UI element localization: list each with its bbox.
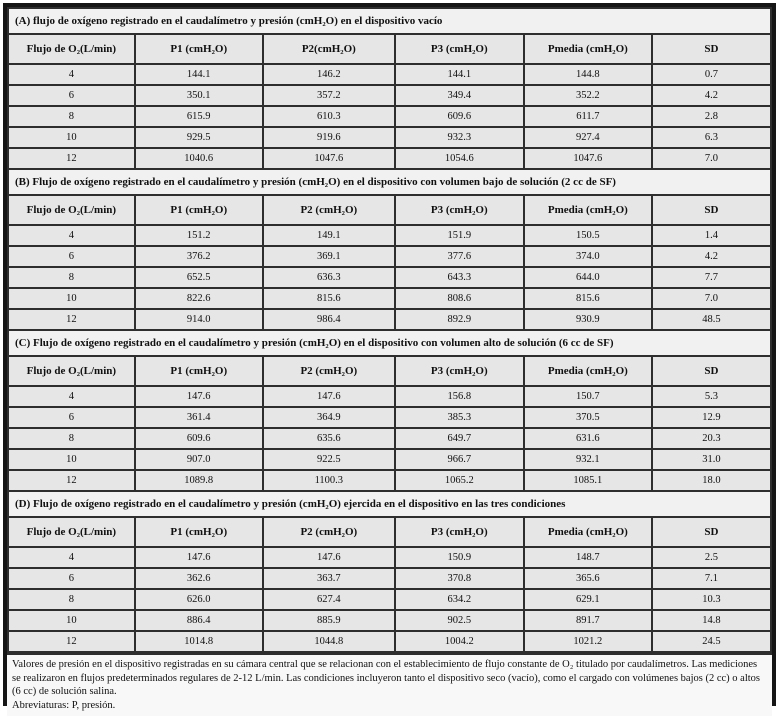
pressure-value-cell: 643.3 [395,267,524,288]
pressure-value-cell: 369.1 [263,246,395,267]
column-header: P2(cmH₂O) [263,34,395,64]
pressure-value-cell: 610.3 [263,106,395,127]
pressure-value-cell: 1004.2 [395,631,524,652]
pressure-value-cell: 631.6 [524,428,652,449]
pressure-value-cell: 5.3 [652,386,771,407]
pressure-value-cell: 892.9 [395,309,524,330]
section-C-title-row [8,330,771,356]
table-body [8,8,771,652]
pressure-value-cell: 1021.2 [524,631,652,652]
pressure-value-cell: 886.4 [135,610,263,631]
pressure-value-cell: 609.6 [395,106,524,127]
pressure-value-cell: 365.6 [524,568,652,589]
pressure-value-cell: 1100.3 [263,470,395,491]
pressure-value-cell: 150.7 [524,386,652,407]
table-row [8,267,771,288]
footnote-abbreviations: Abreviaturas: P, presión. [12,699,116,711]
table-row [8,246,771,267]
pressure-value-cell: 907.0 [135,449,263,470]
table-row [8,610,771,631]
column-header: Pmedia (cmH₂O) [524,195,652,225]
flow-value-cell: 10 [8,127,135,148]
table-row [8,225,771,246]
pressure-value-cell: 7.0 [652,288,771,309]
pressure-value-cell: 4.2 [652,246,771,267]
pressure-value-cell: 14.8 [652,610,771,631]
pressure-value-cell: 385.3 [395,407,524,428]
flow-value-cell: 8 [8,589,135,610]
pressure-value-cell: 927.4 [524,127,652,148]
flow-value-cell: 8 [8,428,135,449]
pressure-value-cell: 902.5 [395,610,524,631]
pressure-value-cell: 885.9 [263,610,395,631]
column-header: P3 (cmH₂O) [395,517,524,547]
pressure-value-cell: 147.6 [263,386,395,407]
table-row [8,428,771,449]
column-header: Flujo de O₂(L/min) [8,356,135,386]
flow-value-cell: 6 [8,568,135,589]
flow-value-cell: 6 [8,407,135,428]
pressure-value-cell: 150.5 [524,225,652,246]
pressure-value-cell: 1054.6 [395,148,524,169]
pressure-value-cell: 922.5 [263,449,395,470]
column-header: P1 (cmH₂O) [135,517,263,547]
flow-value-cell: 4 [8,225,135,246]
pressure-value-cell: 144.1 [395,64,524,85]
pressure-value-cell: 363.7 [263,568,395,589]
pressure-data-table [7,7,772,653]
pressure-value-cell: 147.6 [135,386,263,407]
column-header: P2 (cmH₂O) [263,195,395,225]
flow-value-cell: 12 [8,470,135,491]
pressure-value-cell: 815.6 [263,288,395,309]
pressure-value-cell: 374.0 [524,246,652,267]
pressure-value-cell: 1065.2 [395,470,524,491]
pressure-value-cell: 2.5 [652,547,771,568]
flow-value-cell: 4 [8,386,135,407]
table-row [8,85,771,106]
flow-value-cell: 10 [8,610,135,631]
pressure-value-cell: 649.7 [395,428,524,449]
pressure-value-cell: 1040.6 [135,148,263,169]
table-row [8,148,771,169]
table-row [8,407,771,428]
pressure-value-cell: 7.1 [652,568,771,589]
pressure-value-cell: 611.7 [524,106,652,127]
section-D-title-row [8,491,771,517]
pressure-value-cell: 615.9 [135,106,263,127]
pressure-value-cell: 986.4 [263,309,395,330]
flow-value-cell: 12 [8,631,135,652]
pressure-value-cell: 635.6 [263,428,395,449]
pressure-value-cell: 364.9 [263,407,395,428]
pressure-value-cell: 1014.8 [135,631,263,652]
flow-value-cell: 4 [8,64,135,85]
pressure-value-cell: 815.6 [524,288,652,309]
column-header: P3 (cmH₂O) [395,195,524,225]
column-header: P1 (cmH₂O) [135,195,263,225]
table-row [8,589,771,610]
pressure-value-cell: 352.2 [524,85,652,106]
pressure-value-cell: 357.2 [263,85,395,106]
pressure-value-cell: 932.3 [395,127,524,148]
pressure-value-cell: 156.8 [395,386,524,407]
pressure-value-cell: 1047.6 [524,148,652,169]
pressure-value-cell: 7.7 [652,267,771,288]
pressure-value-cell: 891.7 [524,610,652,631]
pressure-value-cell: 929.5 [135,127,263,148]
table-footnote [7,653,772,716]
pressure-value-cell: 31.0 [652,449,771,470]
pressure-value-cell: 18.0 [652,470,771,491]
pressure-value-cell: 627.4 [263,589,395,610]
column-header: Pmedia (cmH₂O) [524,34,652,64]
section-D-title: (D) Flujo de oxígeno registrado en el caudalímetro y presión (cmH₂O) ejercida en el dispositivo en las tres condiciones [8,491,771,517]
table-row [8,386,771,407]
table-row [8,631,771,652]
column-header: P2 (cmH₂O) [263,517,395,547]
section-A-header-row [8,34,771,64]
pressure-value-cell: 652.5 [135,267,263,288]
pressure-value-cell: 151.2 [135,225,263,246]
pressure-value-cell: 144.8 [524,64,652,85]
flow-value-cell: 10 [8,449,135,470]
pressure-value-cell: 808.6 [395,288,524,309]
pressure-value-cell: 376.2 [135,246,263,267]
column-header: SD [652,517,771,547]
pressure-value-cell: 4.2 [652,85,771,106]
pressure-value-cell: 149.1 [263,225,395,246]
pressure-value-cell: 0.7 [652,64,771,85]
pressure-value-cell: 146.2 [263,64,395,85]
table-row [8,449,771,470]
pressure-value-cell: 150.9 [395,547,524,568]
section-A-title: (A) flujo de oxígeno registrado en el caudalímetro y presión (cmH₂O) en el dispositivo vacío [8,8,771,34]
pressure-value-cell: 1085.1 [524,470,652,491]
pressure-value-cell: 1.4 [652,225,771,246]
column-header: P3 (cmH₂O) [395,34,524,64]
flow-value-cell: 12 [8,148,135,169]
column-header: P1 (cmH₂O) [135,356,263,386]
pressure-value-cell: 7.0 [652,148,771,169]
pressure-value-cell: 24.5 [652,631,771,652]
flow-value-cell: 8 [8,106,135,127]
pressure-value-cell: 48.5 [652,309,771,330]
column-header: P1 (cmH₂O) [135,34,263,64]
pressure-value-cell: 932.1 [524,449,652,470]
section-C-header-row [8,356,771,386]
pressure-value-cell: 361.4 [135,407,263,428]
column-header: Flujo de O₂(L/min) [8,34,135,64]
column-header: P2 (cmH₂O) [263,356,395,386]
pressure-value-cell: 966.7 [395,449,524,470]
pressure-value-cell: 370.8 [395,568,524,589]
table-row [8,288,771,309]
pressure-value-cell: 609.6 [135,428,263,449]
flow-value-cell: 8 [8,267,135,288]
pressure-value-cell: 10.3 [652,589,771,610]
section-A-title-row [8,8,771,34]
table-row [8,106,771,127]
pressure-value-cell: 644.0 [524,267,652,288]
column-header: SD [652,34,771,64]
section-C-title: (C) Flujo de oxígeno registrado en el caudalímetro y presión (cmH₂O) en el dispositivo con volumen alto de solución (6 cc de SF) [8,330,771,356]
section-B-title-row [8,169,771,195]
pressure-value-cell: 6.3 [652,127,771,148]
table-row [8,309,771,330]
pressure-value-cell: 2.8 [652,106,771,127]
pressure-value-cell: 626.0 [135,589,263,610]
pressure-value-cell: 822.6 [135,288,263,309]
pressure-value-cell: 1044.8 [263,631,395,652]
column-header: SD [652,356,771,386]
pressure-value-cell: 634.2 [395,589,524,610]
pressure-value-cell: 1047.6 [263,148,395,169]
flow-value-cell: 6 [8,85,135,106]
pressure-value-cell: 636.3 [263,267,395,288]
table-row [8,470,771,491]
column-header: Flujo de O₂(L/min) [8,517,135,547]
column-header: P3 (cmH₂O) [395,356,524,386]
pressure-value-cell: 151.9 [395,225,524,246]
pressure-value-cell: 12.9 [652,407,771,428]
section-D-header-row [8,517,771,547]
pressure-value-cell: 350.1 [135,85,263,106]
pressure-value-cell: 20.3 [652,428,771,449]
pressure-value-cell: 1089.8 [135,470,263,491]
table-row [8,547,771,568]
column-header: Flujo de O₂(L/min) [8,195,135,225]
table-row [8,127,771,148]
pressure-value-cell: 629.1 [524,589,652,610]
pressure-value-cell: 148.7 [524,547,652,568]
pressure-value-cell: 147.6 [135,547,263,568]
flow-value-cell: 10 [8,288,135,309]
pressure-value-cell: 914.0 [135,309,263,330]
pressure-value-cell: 370.5 [524,407,652,428]
column-header: SD [652,195,771,225]
pressure-value-cell: 349.4 [395,85,524,106]
pressure-value-cell: 930.9 [524,309,652,330]
section-B-title: (B) Flujo de oxígeno registrado en el caudalímetro y presión (cmH₂O) en el dispositivo con volumen bajo de solución (2 cc de SF) [8,169,771,195]
table-row [8,64,771,85]
column-header: Pmedia (cmH₂O) [524,356,652,386]
pressure-value-cell: 144.1 [135,64,263,85]
pressure-value-cell: 919.6 [263,127,395,148]
pressure-tables-document [3,3,776,711]
pressure-value-cell: 362.6 [135,568,263,589]
pressure-value-cell: 147.6 [263,547,395,568]
flow-value-cell: 12 [8,309,135,330]
column-header: Pmedia (cmH₂O) [524,517,652,547]
flow-value-cell: 6 [8,246,135,267]
pressure-value-cell: 377.6 [395,246,524,267]
footnote-text: Valores de presión en el dispositivo registradas en su cámara central que se relacionan con el establecimiento de flujo constante de O₂ titulado por caudalímetros. Las mediciones se realizaron en flujos predeterminados regulares de 2-12 L/min. Las condiciones incluyeron tanto el dispositivo seco (vacío), como el cargado con volúmenes bajos (2 cc) o altos (6 cc) de solución salina. [12,659,760,698]
flow-value-cell: 4 [8,547,135,568]
section-B-header-row [8,195,771,225]
table-row [8,568,771,589]
